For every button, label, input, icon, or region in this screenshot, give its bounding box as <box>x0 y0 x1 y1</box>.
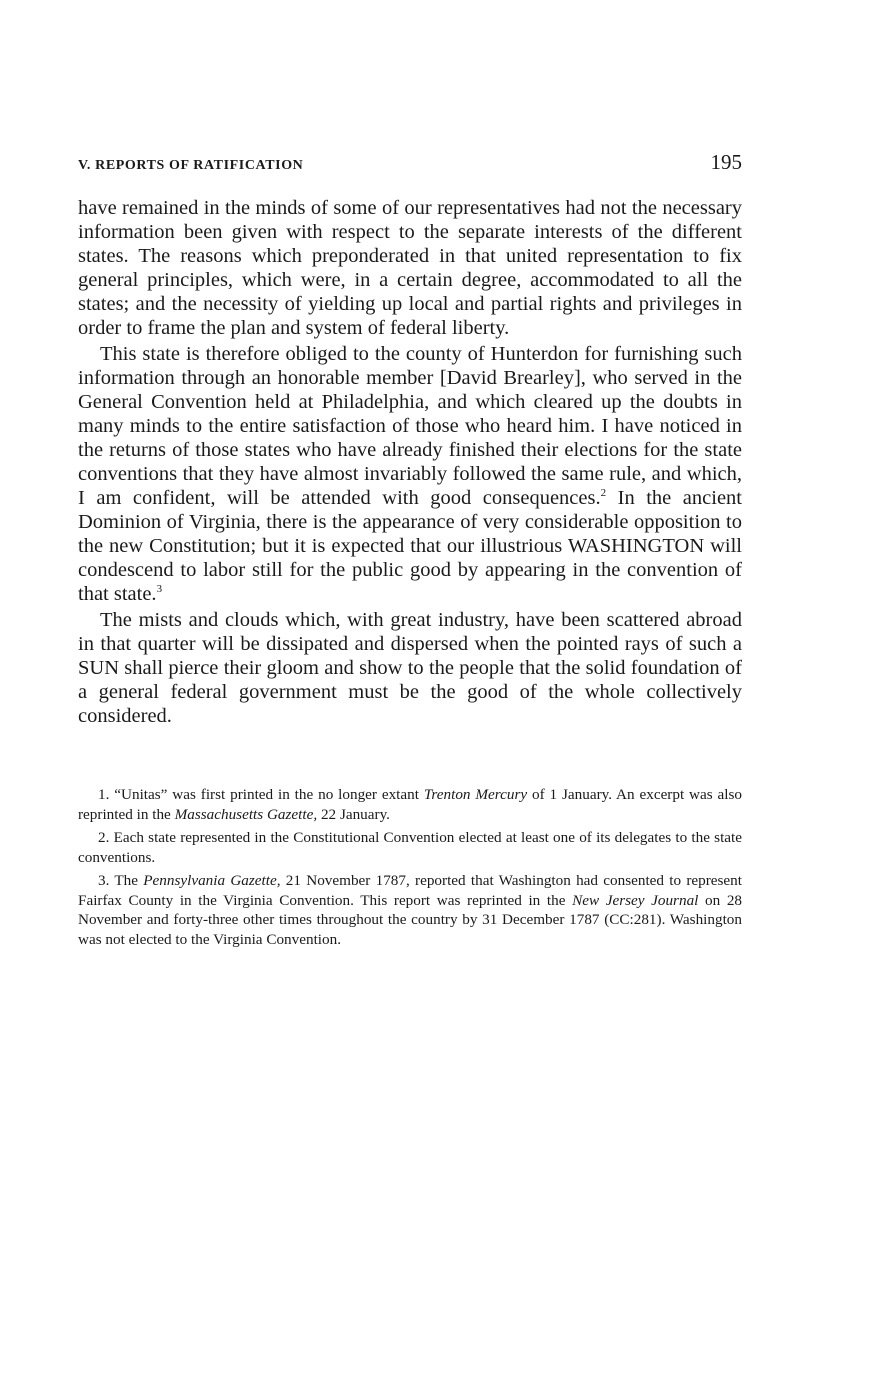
footnote-3-title: Pennsylvania Gazette, <box>143 872 281 889</box>
footnote-3-title-2: New Jersey Journal <box>572 891 699 909</box>
page-number: 195 <box>710 150 742 174</box>
paragraph-2-part-b: In the ancient Dominion of Virginia, there is the appearance of very considerable opposition to the new Constitution; but it is expected that our illustrious WASHINGTON will condescend to labor still for the public good by appearing in the convention of that state. <box>78 487 742 605</box>
running-head <box>78 150 742 175</box>
footnote-3-text-3: on 28 November and forty-three other times throughout the country by 31 December 1787 (CC:281). Washington was not elected to the Virginia Convention. <box>78 891 743 948</box>
footnote-1-text: 1. “Unitas” was first printed in the no longer extant <box>98 786 424 803</box>
footnote-2: 2. Each state represented in the Constitutional Convention elected at least one of its delegates to the state conventions. <box>78 829 742 866</box>
footnote-3-text-2: 21 November 1787, reported that Washington had consented to represent Fairfax County in the Virginia Convention. This report was reprinted in the <box>78 872 742 909</box>
footnote-ref-3: 3 <box>156 583 163 596</box>
footnote-ref-2: 2 <box>600 487 607 500</box>
footnote-3-text: 3. The <box>98 872 144 889</box>
footnote-1-text-3: 22 January. <box>317 805 390 823</box>
body-text <box>78 196 742 728</box>
section-title: V. REPORTS OF RATIFICATION <box>78 158 304 173</box>
footnote-3 <box>78 871 742 949</box>
footnote-1-title: Trenton Mercury <box>423 786 528 803</box>
footnote-1-text-2: of 1 January. An excerpt was also reprinted in the <box>78 786 743 823</box>
paragraph-2-part-a: This state is therefore obliged to the county of Hunterdon for furnishing such information through an honorable member [David Brearley], who served in the General Convention held at Philadelphia, and which cleared up the doubts in many minds to the entire satisfaction of those who heard him. I have noticed in the returns of those states who have already finished their elections for the state conventions that they have almost invariably followed the same rule, and which, I am confident, will be attended with good consequences. <box>78 343 742 509</box>
footnote-1 <box>78 785 742 824</box>
paragraph-2 <box>78 342 742 606</box>
footnote-1-title-2: Massachusetts Gazette, <box>174 805 318 823</box>
paragraph-1: have remained in the minds of some of our representatives had not the necessary information been given with respect to the separate interests of the different states. The reasons which preponderated in that united representation to fix general principles, which were, in a certain degree, accommodated to all the states; and the necessity of yielding up local and partial rights and privileges in order to frame the plan and system of federal liberty. <box>78 197 742 339</box>
footnotes <box>78 785 742 953</box>
paragraph-3: The mists and clouds which, with great industry, have been scattered abroad in that quarter will be dissipated and dispersed when the pointed rays of such a SUN shall pierce their gloom and show to the people that the solid foundation of a general federal government must be the good of the whole collectively considered. <box>78 609 742 727</box>
